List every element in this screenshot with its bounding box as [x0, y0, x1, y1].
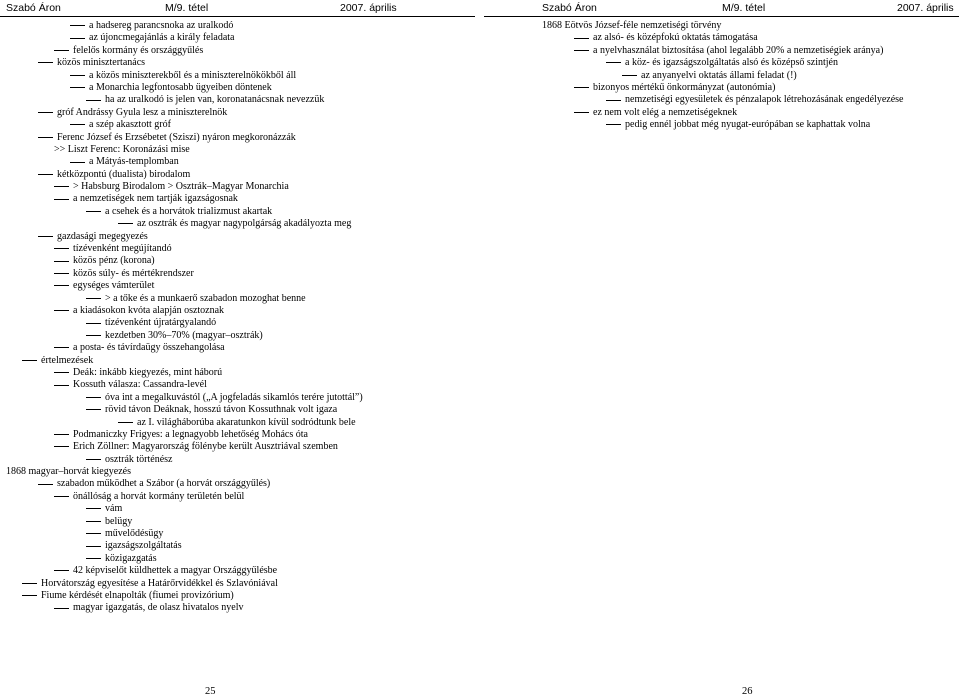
outline-line [0, 516, 475, 528]
outline-line [0, 206, 475, 218]
left-page-content [0, 20, 475, 615]
outline-text: közigazgatás [105, 552, 157, 564]
bullet-dash [86, 533, 101, 534]
outline-line [0, 169, 475, 181]
outline-text: a nyelvhasználat biztosítása (ahol legalább 20% a nemzetiségiek aránya) [593, 44, 884, 56]
bullet-dash [86, 397, 101, 398]
bullet-dash [54, 434, 69, 435]
outline-text: a Mátyás-templomban [89, 156, 179, 168]
outline-line [0, 132, 475, 144]
bullet-dash [54, 261, 69, 262]
outline-line [0, 590, 475, 602]
bullet-dash [70, 25, 85, 26]
header-date: 2007. április [340, 2, 397, 14]
outline-line [542, 82, 959, 94]
outline-line [0, 553, 475, 565]
bullet-dash [86, 508, 101, 509]
outline-line [542, 107, 959, 119]
outline-text: Horvátország egyesítése a Határőrvidékkel és Szlavóniával [41, 577, 278, 589]
outline-text: gazdasági megegyezés [57, 230, 148, 242]
outline-line [542, 70, 959, 82]
outline-line [0, 503, 475, 515]
outline-line [542, 45, 959, 57]
outline-text: Erich Zöllner: Magyarország fölénybe került Ausztriával szemben [73, 441, 338, 453]
bullet-dash [54, 50, 69, 51]
header-code: M/9. tétel [165, 2, 209, 14]
outline-text: kezdetben 30%–70% (magyar–osztrák) [105, 329, 263, 341]
outline-line [0, 528, 475, 540]
bullet-dash [574, 38, 589, 39]
outline-line [0, 20, 475, 32]
outline-text: az osztrák és magyar nagypolgárság akadályozta meg [137, 218, 352, 230]
outline-line [542, 94, 959, 106]
outline-text: 42 képviselőt küldhettek a magyar Országgyűlésbe [73, 565, 278, 577]
outline-text: ez nem volt elég a nemzetiségeknek [593, 106, 738, 118]
bullet-dash [86, 409, 101, 410]
bullet-dash [38, 137, 53, 138]
outline-text: értelmezések [41, 354, 94, 366]
bullet-dash [70, 87, 85, 88]
bullet-dash [54, 496, 69, 497]
bullet-dash [606, 124, 621, 125]
bullet-dash [574, 87, 589, 88]
outline-line [0, 107, 475, 119]
outline-line [0, 330, 475, 342]
bullet-dash [22, 595, 37, 596]
bullet-dash [54, 570, 69, 571]
outline-line [0, 32, 475, 44]
outline-text: kétközpontú (dualista) birodalom [57, 168, 191, 180]
right-page-content [542, 20, 959, 132]
outline-text: nemzetiségi egyesületek és pénzalapok létrehozásának engedélyezése [625, 94, 904, 106]
outline-line [0, 404, 475, 416]
bullet-dash [86, 521, 101, 522]
outline-line [0, 429, 475, 441]
bullet-dash [86, 558, 101, 559]
outline-line [0, 218, 475, 230]
bullet-dash [86, 323, 101, 324]
outline-text: Ferenc József és Erzsébetet (Sziszi) nyáron megkoronázzák [57, 131, 296, 143]
bullet-dash [86, 546, 101, 547]
bullet-dash [86, 459, 101, 460]
header-code: M/9. tétel [722, 2, 766, 14]
outline-line [0, 317, 475, 329]
outline-line [0, 454, 475, 466]
outline-line [0, 181, 475, 193]
outline-text: tízévenként megújítandó [73, 243, 172, 255]
outline-text: igazságszolgáltatás [105, 540, 182, 552]
outline-text: pedig ennél jobbat még nyugat-európában se kaphattak volna [625, 119, 871, 131]
bullet-dash [54, 310, 69, 311]
bullet-dash [86, 298, 101, 299]
bullet-dash [606, 62, 621, 63]
bullet-dash [118, 422, 133, 423]
outline-text: rövid távon Deáknak, hosszú távon Kossuthnak volt igaza [105, 404, 338, 416]
bullet-dash [70, 38, 85, 39]
bullet-dash [38, 174, 53, 175]
page-header [484, 2, 959, 17]
outline-line [0, 255, 475, 267]
outline-text: > a tőke és a munkaerő szabadon mozoghat benne [105, 292, 306, 304]
outline-line [0, 602, 475, 614]
outline-text: 1868 Eötvös József-féle nemzetiségi törvény [542, 20, 722, 31]
outline-line [0, 57, 475, 69]
outline-text: a Monarchia legfontosabb ügyeiben döntenek [89, 81, 272, 93]
outline-line [542, 57, 959, 69]
outline-line [542, 119, 959, 131]
outline-line [0, 379, 475, 391]
outline-text: az alsó- és középfokú oktatás támogatása [593, 32, 758, 44]
outline-line [0, 193, 475, 205]
outline-line [0, 540, 475, 552]
outline-text: a szép akasztott gróf [89, 119, 171, 131]
page-number: 26 [742, 686, 753, 697]
outline-text: magyar igazgatás, de olasz hivatalos nyelv [73, 602, 244, 614]
outline-line [0, 392, 475, 404]
outline-line [0, 82, 475, 94]
bullet-dash [118, 223, 133, 224]
outline-text: óva int a megalkuvástól („A jogfeladás sikamlós terére jutottál”) [105, 391, 363, 403]
header-date: 2007. április [897, 2, 954, 14]
bullet-dash [38, 484, 53, 485]
outline-line [542, 32, 959, 44]
outline-line [0, 578, 475, 590]
outline-line [0, 293, 475, 305]
outline-text: az anyanyelvi oktatás állami feladat (!) [641, 69, 797, 81]
bullet-dash [622, 75, 637, 76]
bullet-dash [86, 100, 101, 101]
bullet-dash [22, 360, 37, 361]
outline-line [0, 45, 475, 57]
page-header [0, 2, 475, 17]
outline-text: Fiume kérdését elnapolták (fiumei provizórium) [41, 589, 234, 601]
page-number: 25 [205, 686, 216, 697]
outline-text: belügy [105, 515, 133, 527]
outline-text: bizonyos mértékű önkormányzat (autonómia) [593, 81, 776, 93]
outline-line [0, 565, 475, 577]
outline-line [0, 367, 475, 379]
bullet-dash [54, 199, 69, 200]
outline-text: Kossuth válasza: Cassandra-levél [73, 379, 207, 391]
outline-line [0, 305, 475, 317]
bullet-dash [54, 347, 69, 348]
outline-line [0, 355, 475, 367]
bullet-dash [54, 372, 69, 373]
outline-line [0, 342, 475, 354]
bullet-dash [22, 583, 37, 584]
outline-text: 1868 magyar–horvát kiegyezés [6, 466, 131, 478]
header-author: Szabó Áron [542, 2, 597, 14]
outline-line [0, 94, 475, 106]
bullet-dash [86, 211, 101, 212]
outline-text: művelődésügy [105, 528, 164, 540]
outline-text: osztrák történész [105, 453, 173, 465]
outline-text: közös pénz (korona) [73, 255, 155, 267]
outline-text: felelős kormány és országgyűlés [73, 44, 204, 56]
outline-line [0, 466, 475, 478]
bullet-dash [86, 335, 101, 336]
outline-line [0, 231, 475, 243]
bullet-dash [38, 62, 53, 63]
outline-line [542, 20, 959, 32]
outline-text: a posta- és távírdaügy összehangolása [73, 342, 225, 354]
outline-text: Deák: inkább kiegyezés, mint háború [73, 366, 223, 378]
outline-text: a közös miniszterekből és a miniszterelnökökből áll [89, 69, 297, 81]
bullet-dash [38, 112, 53, 113]
outline-text: tízévenként újratárgyalandó [105, 317, 217, 329]
bullet-dash [54, 285, 69, 286]
outline-line [0, 156, 475, 168]
outline-text: az újoncmegajánlás a király feladata [89, 32, 235, 44]
outline-line [0, 70, 475, 82]
outline-text: ha az uralkodó is jelen van, koronatanácsnak nevezzük [105, 94, 325, 106]
outline-text: az I. világháborúba akaratunkon kívül sodródtunk bele [137, 416, 356, 428]
outline-text: > Habsburg Birodalom > Osztrák–Magyar Monarchia [73, 181, 289, 193]
bullet-dash [54, 385, 69, 386]
outline-text: vám [105, 503, 123, 515]
bullet-dash [70, 124, 85, 125]
outline-text: szabadon működhet a Szábor (a horvát országgyűlés) [57, 478, 271, 490]
bullet-dash [38, 236, 53, 237]
outline-text: a hadsereg parancsnoka az uralkodó [89, 20, 234, 31]
outline-text: a köz- és igazságszolgáltatás alsó és középső szintjén [625, 57, 838, 69]
header-author: Szabó Áron [6, 2, 61, 14]
outline-line [0, 243, 475, 255]
outline-text: >> Liszt Ferenc: Koronázási mise [54, 143, 190, 155]
outline-line [0, 144, 475, 156]
bullet-dash [54, 608, 69, 609]
outline-line [0, 268, 475, 280]
outline-line [0, 441, 475, 453]
bullet-dash [54, 446, 69, 447]
bullet-dash [54, 248, 69, 249]
bullet-dash [54, 273, 69, 274]
bullet-dash [70, 75, 85, 76]
outline-line [0, 119, 475, 131]
outline-line [0, 491, 475, 503]
outline-text: a csehek és a horvátok trializmust akartak [105, 205, 273, 217]
right-page [484, 0, 959, 698]
outline-text: önállóság a horvát kormány területén belül [73, 490, 245, 502]
outline-text: Podmaniczky Frigyes: a legnagyobb lehetőség Mohács óta [73, 428, 308, 440]
outline-text: közös minisztertanács [57, 57, 146, 69]
bullet-dash [574, 50, 589, 51]
bullet-dash [70, 162, 85, 163]
outline-line [0, 417, 475, 429]
bullet-dash [574, 112, 589, 113]
outline-text: gróf Andrássy Gyula lesz a miniszterelnök [57, 106, 228, 118]
outline-line [0, 478, 475, 490]
outline-line [0, 280, 475, 292]
outline-text: egységes vámterület [73, 280, 155, 292]
left-page [0, 0, 475, 698]
bullet-dash [606, 100, 621, 101]
outline-text: a nemzetiségek nem tartják igazságosnak [73, 193, 238, 205]
outline-text: közös súly- és mértékrendszer [73, 267, 194, 279]
bullet-dash [54, 186, 69, 187]
outline-text: a kiadásokon kvóta alapján osztoznak [73, 304, 225, 316]
